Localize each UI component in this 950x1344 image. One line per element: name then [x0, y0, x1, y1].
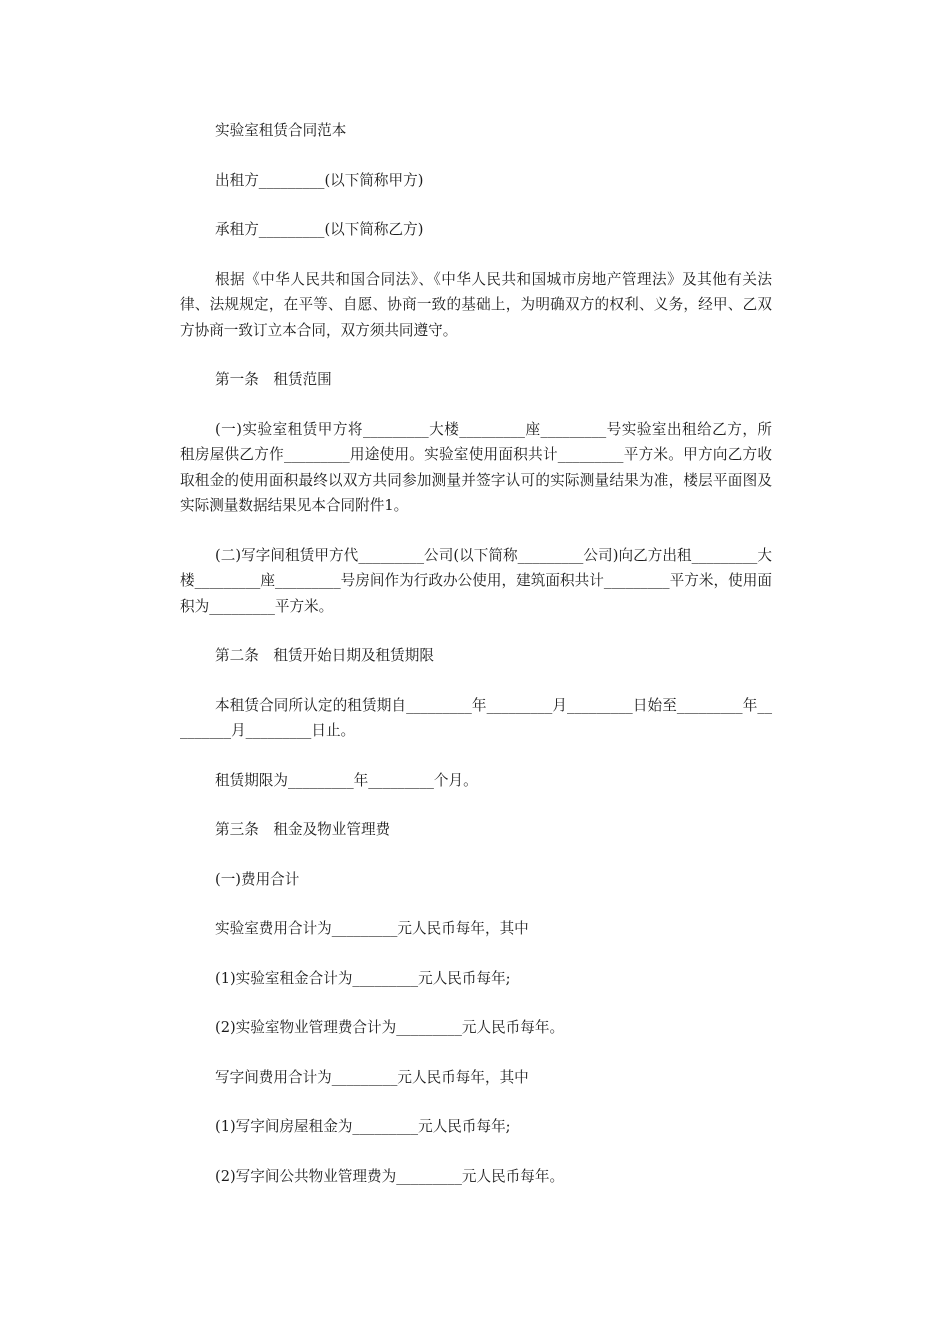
lessor-line: 出租方_________(以下简称甲方): [215, 171, 424, 189]
lease-term-paragraph: 本租赁合同所认定的租赁期自_________年_________月_________日始至_________年_________月_________日止。: [180, 696, 772, 739]
article-1-heading: 第一条 租赁范围: [215, 371, 332, 388]
lab-rent-line: (1)实验室租金合计为_________元人民币每年;: [215, 969, 511, 987]
lessee-line: 承租方_________(以下简称乙方): [215, 221, 424, 238]
document-page: [180, 118, 772, 1213]
article-3-heading: 第三条 租金及物业管理费: [215, 821, 391, 838]
lab-management-fee-line: (2)实验室物业管理费合计为_________元人民币每年。: [215, 1019, 565, 1036]
article-2-heading: 第二条 租赁开始日期及租赁期限: [215, 647, 434, 664]
office-management-fee-line: (2)写字间公共物业管理费为_________元人民币每年。: [215, 1167, 565, 1185]
office-fee-total-line: 写字间费用合计为_________元人民币每年，其中: [215, 1068, 529, 1086]
fee-total-heading: (一)费用合计: [215, 870, 300, 888]
article-1-clause-2: (二)写字间租赁甲方代_________公司(以下简称_________公司)向乙方出租_________大楼_________座_________号房间作为行政办公使用，建筑面积共计_________平方米，使用面积为_________平方米。: [180, 546, 772, 615]
office-rent-line: (1)写字间房屋租金为_________元人民币每年;: [215, 1118, 511, 1135]
lab-fee-total-line: 实验室费用合计为_________元人民币每年，其中: [215, 920, 529, 937]
document-title: 实验室租赁合同范本: [215, 122, 347, 139]
lease-duration-line: 租赁期限为_________年_________个月。: [215, 771, 478, 789]
preamble-paragraph: 根据《中华人民共和国合同法》、《中华人民共和国城市房地产管理法》及其他有关法律、法规规定，在平等、自愿、协商一致的基础上，为明确双方的权利、义务，经甲、乙双方协商一致订立本合同，双方须共同遵守。: [180, 270, 772, 339]
article-1-clause-1: (一)实验室租赁甲方将_________大楼_________座_________号实验室出租给乙方，所租房屋供乙方作_________用途使用。实验室使用面积共计_________平方米。甲方向乙方收取租金的使用面积最终以双方共同参加测量并签字认可的实际测量结果为准，楼层平面图及实际测量数据结果见本合同附件1。: [180, 420, 772, 514]
